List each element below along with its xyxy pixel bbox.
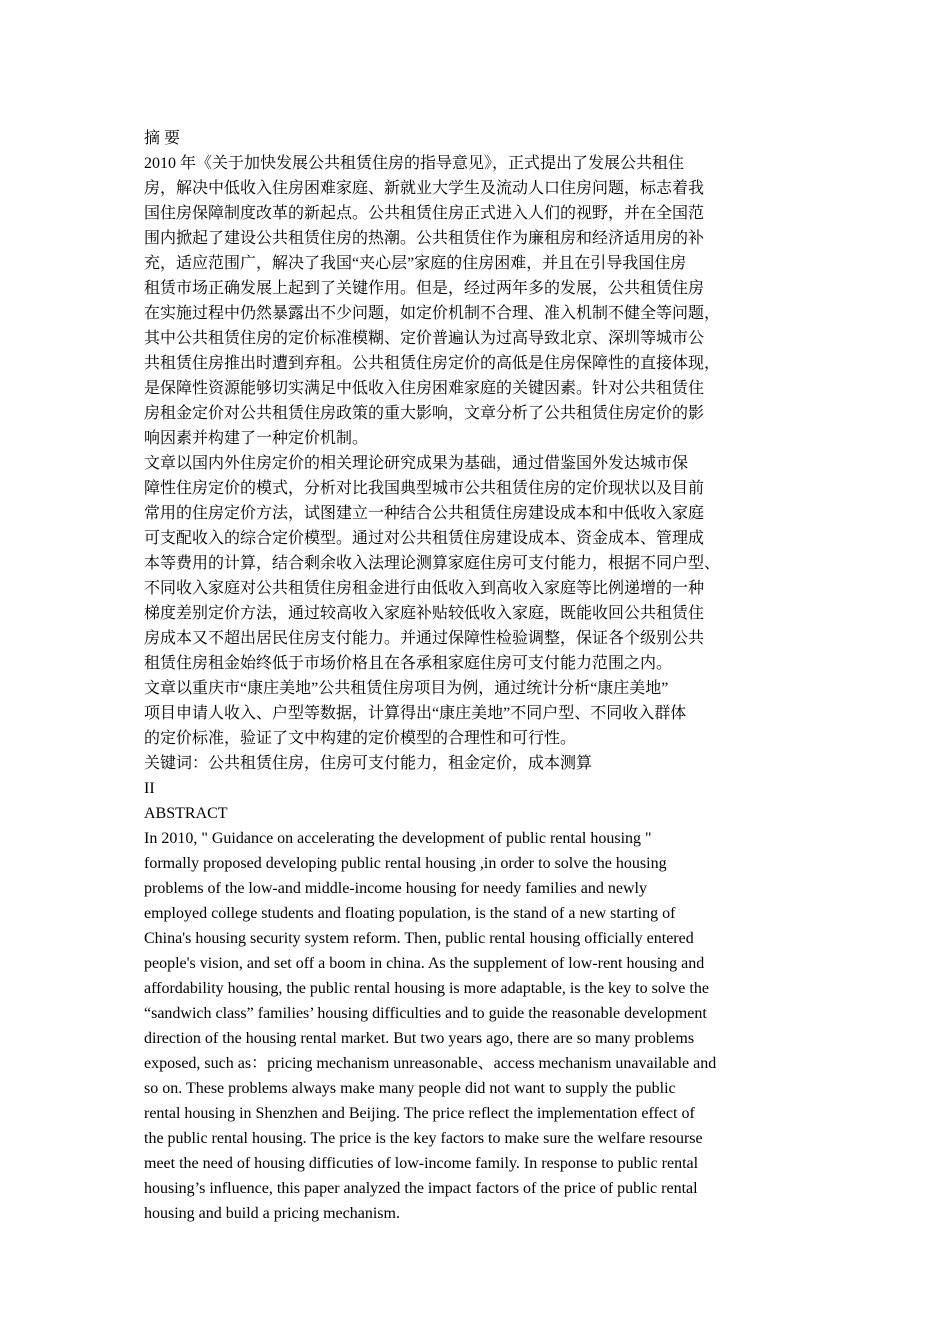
text-line: 充，适应范围广，解决了我国“夹心层”家庭的住房困难，并且在引导我国住房 [144, 255, 687, 272]
text-line: meet the need of housing difficuties of low-income family. In response to public rental [144, 1155, 699, 1172]
text-line: 租赁市场正确发展上起到了关键作用。但是，经过两年多的发展，公共租赁住房 [144, 280, 705, 297]
heading-abstract-cn: 摘 要 [144, 130, 181, 147]
text-line: direction of the housing rental market. But two years ago, there are so many problems [144, 1030, 695, 1047]
text-line: 围内掀起了建设公共租赁住房的热潮。公共租赁住作为廉租房和经济适用房的补 [144, 230, 705, 247]
text-line: 房成本又不超出居民住房支付能力。并通过保障性检验调整，保证各个级别公共 [144, 630, 705, 647]
text-line: 本等费用的计算，结合剩余收入法理论测算家庭住房可支付能力，根据不同户型、 [144, 555, 721, 572]
text-line: employed college students and floating population, is the stand of a new starting of [144, 905, 676, 922]
text-line: 是保障性资源能够切实满足中低收入住房困难家庭的关键因素。针对公共租赁住 [144, 380, 705, 397]
text-line: 房租金定价对公共租赁住房政策的重大影响，文章分析了公共租赁住房定价的影 [144, 405, 705, 422]
text-line: 租赁住房租金始终低于市场价格且在各承租家庭住房可支付能力范围之内。 [144, 655, 673, 672]
text-line: 响因素并构建了一种定价机制。 [144, 430, 369, 447]
text-line: 梯度差别定价方法，通过较高收入家庭补贴较低收入家庭，既能收回公共租赁住 [144, 605, 705, 622]
text-line: 房，解决中低收入住房困难家庭、新就业大学生及流动人口住房问题，标志着我 [144, 180, 705, 197]
keywords-cn: 关键词：公共租赁住房，住房可支付能力，租金定价，成本测算 [144, 755, 593, 772]
text-line: so on. These problems always make many people did not want to supply the public [144, 1080, 676, 1097]
text-line: exposed, such as：pricing mechanism unreasonable、access mechanism unavailable and [144, 1055, 717, 1072]
text-line: rental housing in Shenzhen and Beijing. The price reflect the implementation effect of [144, 1105, 695, 1122]
text-line: 障性住房定价的模式，分析对比我国典型城市公共租赁住房的定价现状以及目前 [144, 480, 705, 497]
document-page [144, 126, 754, 1226]
text-line: 文章以重庆市“康庄美地”公共租赁住房项目为例，通过统计分析“康庄美地” [144, 680, 669, 697]
text-line: housing’s influence, this paper analyzed the impact factors of the price of public rental [144, 1180, 698, 1197]
text-line: 不同收入家庭对公共租赁住房租金进行由低收入到高收入家庭等比例递增的一种 [144, 580, 705, 597]
text-line: 共租赁住房推出时遭到弃租。公共租赁住房定价的高低是住房保障性的直接体现， [144, 355, 721, 372]
text-line: 可支配收入的综合定价模型。通过对公共租赁住房建设成本、资金成本、管理成 [144, 530, 705, 547]
text-line: China's housing security system reform. Then, public rental housing officially entered [144, 930, 694, 947]
text-line: 的定价标准，验证了文中构建的定价模型的合理性和可行性。 [144, 730, 577, 747]
text-line: 在实施过程中仍然暴露出不少问题，如定价机制不合理、准入机制不健全等问题， [144, 305, 721, 322]
text-line: affordability housing, the public rental housing is more adaptable, is the key to solve the [144, 980, 709, 997]
text-line: 国住房保障制度改革的新起点。公共租赁住房正式进入人们的视野，并在全国范 [144, 205, 705, 222]
text-line: 2010 年《关于加快发展公共租赁住房的指导意见》，正式提出了发展公共租住 [144, 155, 685, 172]
text-line: 常用的住房定价方法，试图建立一种结合公共租赁住房建设成本和中低收入家庭 [144, 505, 705, 522]
heading-abstract-en: ABSTRACT [144, 805, 228, 822]
text-line: problems of the low-and middle-income housing for needy families and newly [144, 880, 647, 897]
text-line: formally proposed developing public rental housing ,in order to solve the housing [144, 855, 667, 872]
page-number: II [144, 780, 155, 797]
text-line: In 2010, " Guidance on accelerating the development of public rental housing " [144, 830, 652, 847]
text-line: “sandwich class” families’ housing difficulties and to guide the reasonable development [144, 1005, 707, 1022]
text-line: 项目申请人收入、户型等数据，计算得出“康庄美地”不同户型、不同收入群体 [144, 705, 687, 722]
text-line: 其中公共租赁住房的定价标准模糊、定价普遍认为过高导致北京、深圳等城市公 [144, 330, 705, 347]
text-line: the public rental housing. The price is the key factors to make sure the welfare resourse [144, 1130, 703, 1147]
text-line: 文章以国内外住房定价的相关理论研究成果为基础，通过借鉴国外发达城市保 [144, 455, 689, 472]
text-line: housing and build a pricing mechanism. [144, 1205, 400, 1222]
text-line: people's vision, and set off a boom in china. As the supplement of low-rent housing and [144, 955, 705, 972]
